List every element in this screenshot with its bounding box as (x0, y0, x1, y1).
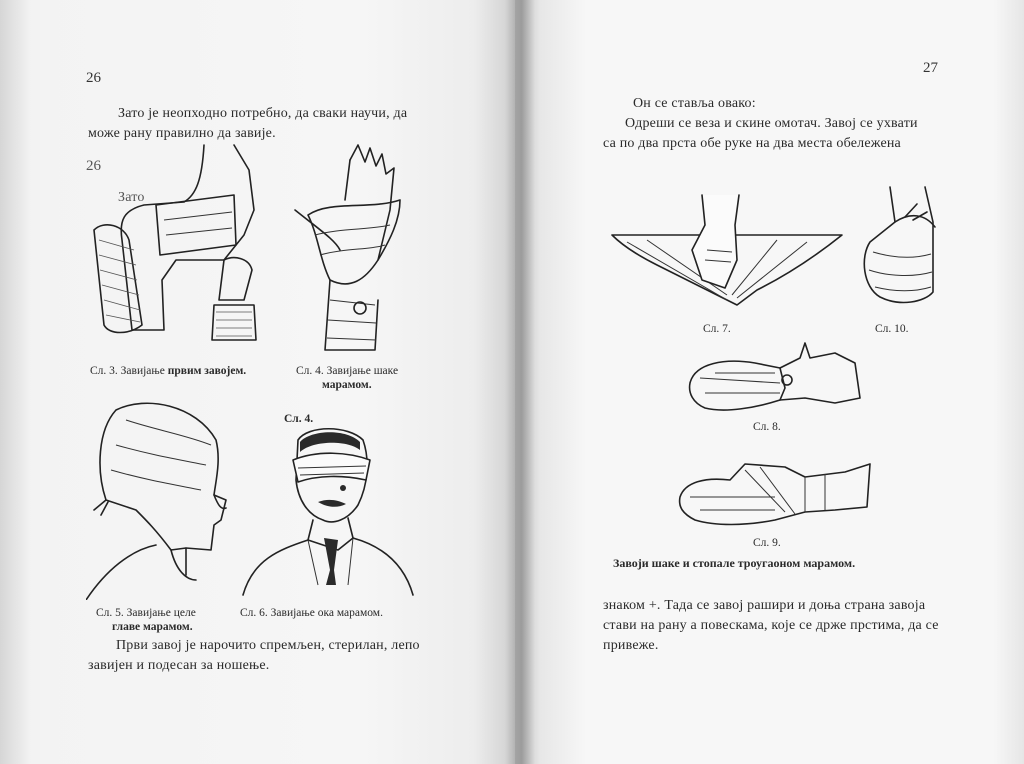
hand-wrap-fig9-illustration (675, 452, 875, 532)
fig5-caption-line2: главе марамом. (112, 621, 193, 633)
fig10-caption: Сл. 10. (875, 323, 909, 335)
ghost-word: Зато (118, 190, 145, 205)
ghost-page-number: 26 (86, 158, 101, 174)
text-line: знаком +. Тада се завој рашири и доња страна завоја (603, 598, 926, 613)
fig9-caption: Сл. 9. (753, 537, 781, 549)
text-line: Он се ставља овако: (633, 96, 756, 111)
fig3-caption: Сл. 3. Завијање првим завојем. (90, 365, 247, 377)
figures-caption: Завоји шаке и стопале троугаоном марамом. (613, 556, 856, 570)
triangle-bandage-illustration (607, 180, 847, 320)
eye-bandage-illustration (238, 420, 418, 600)
wrapped-hand-illustration (290, 140, 420, 360)
head-bandage-illustration (86, 400, 246, 600)
right-page (515, 0, 1024, 764)
text-line: Зато је неопходно потребно, да сваки научи, да (118, 106, 408, 121)
book-gutter (505, 0, 535, 764)
text-line: Први завој је нарочито спремљен, стерилан, лепо (116, 638, 420, 653)
fig4-label: Сл. 4. (284, 413, 314, 425)
text-line: са по два прста обе руке на два места обележена (603, 136, 901, 151)
text-line: може рану правилно да завије. (88, 126, 276, 141)
fig4-caption-line1: Сл. 4. Завијање шаке (296, 365, 399, 377)
fig4-caption-line2: марамом. (322, 379, 372, 391)
fig5-caption-line1: Сл. 5. Завијање целе (96, 607, 196, 619)
fig6-caption: Сл. 6. Завијање ока марамом. (240, 607, 383, 619)
fig8-caption: Сл. 8. (753, 421, 781, 433)
bandaging-hand-illustration (84, 140, 274, 350)
hand-wrap-fig8-illustration (685, 338, 865, 418)
page-number: 27 (923, 60, 938, 76)
fig7-caption: Сл. 7. (703, 323, 731, 335)
text-line: завијен и подесан за ношење. (88, 658, 270, 673)
text-line: Одреши се веза и скине омотач. Завој се ухвати (625, 116, 918, 131)
page-number: 26 (86, 70, 101, 86)
text-line: стави на рану а повескама, које се држе прстима, да се (603, 618, 939, 633)
text-line: привеже. (603, 638, 659, 653)
foot-bandage-illustration (855, 182, 955, 322)
